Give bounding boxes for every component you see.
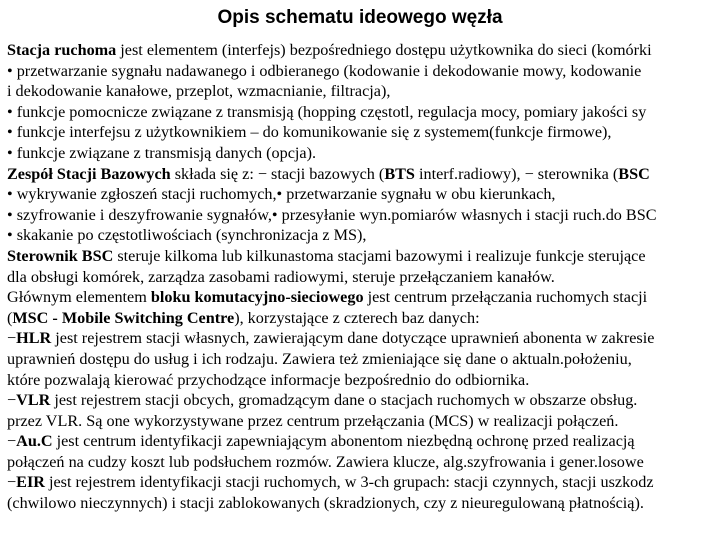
- text-run: (chwilowo nieczynnych) i stacji zablokowanych (skradzionych, czy z nieuregulowaną płatnością).: [7, 494, 644, 513]
- text-line: [7, 287, 720, 308]
- text-run: składa się z: − stacji bazowych (: [170, 164, 385, 183]
- text-run: • wykrywanie zgłoszeń stacji ruchomych,• przetwarzanie sygnału w obu kierunkach,: [7, 185, 556, 204]
- text-line: [7, 308, 720, 329]
- text-run: (: [7, 308, 13, 327]
- text-run: Głównym elementem: [7, 288, 151, 307]
- text-run: −: [7, 432, 17, 451]
- text-run: interf.radiowy), − sterownika (: [414, 164, 619, 183]
- text-line: [7, 225, 720, 246]
- text-line: [7, 493, 720, 514]
- slide-title: Opis schematu ideowego węzła: [217, 7, 503, 28]
- text-run: jest rejestrem stacji obcych, gromadzącym dane o stacjach ruchomych w obszarze obsług.: [50, 391, 638, 410]
- text-line: [7, 370, 720, 391]
- text-line: [7, 184, 720, 205]
- bold-term: VLR: [16, 391, 51, 410]
- text-line: [7, 349, 720, 370]
- text-line: [7, 390, 720, 411]
- text-line: [7, 143, 720, 164]
- text-run: steruje kilkoma lub kilkunastoma stacjami bazowymi i realizuje funkcje sterujące: [113, 246, 646, 265]
- text-run: • przetwarzanie sygnału nadawanego i odbieranego (kodowanie i dekodowanie mowy, kodowanie: [7, 61, 642, 80]
- text-run: dla obsługi komórek, zarządza zasobami radiowymi, steruje przełączaniem kanałów.: [7, 267, 555, 286]
- bold-term: bloku komutacyjno-sieciowego: [150, 288, 364, 307]
- text-line: [7, 411, 720, 432]
- text-run: uprawnień dostępu do usług i ich rodzaju. Zawiera też zmieniające się dane o aktualn.położeniu,: [7, 349, 632, 368]
- text-run: jest rejestrem identyfikacji stacji ruchomych, w 3-ch grupach: stacji czynnych, stacji uszkodz: [44, 473, 654, 492]
- slide-body: [7, 40, 720, 514]
- text-line: [7, 472, 720, 493]
- text-run: • funkcje pomocnicze związane z transmisją (hopping częstotl, regulacja mocy, pomiary jakości sy: [7, 102, 647, 121]
- text-run: • skakanie po częstotliwościach (synchronizacja z MS),: [7, 226, 367, 245]
- bold-term: Zespół Stacji Bazowych: [7, 164, 171, 183]
- text-line: [7, 267, 720, 288]
- text-run: • szyfrowanie i deszyfrowanie sygnałów,• przesyłanie wyn.pomiarów własnych i stacji ruch.do BSC: [7, 205, 657, 224]
- text-line: [7, 328, 720, 349]
- text-run: jest centrum identyfikacji zapewniającym abonentom niezbędną ochronę przed realizacją: [52, 432, 635, 451]
- bold-term: Sterownik BSC: [7, 246, 114, 265]
- text-run: jest elementem (interfejs) bezpośredniego dostępu użytkownika do sieci (komórki: [116, 41, 652, 59]
- text-line: [7, 205, 720, 226]
- text-run: połączeń na cudzy koszt lub podsłuchem rozmów. Zawiera klucze, alg.szyfrowania i gener.losowe: [7, 452, 644, 471]
- bold-term: HLR: [16, 329, 52, 348]
- text-line: [7, 431, 720, 452]
- text-run: • funkcje związane z transmisją danych (opcja).: [7, 143, 317, 162]
- bold-term: BSC: [618, 164, 650, 183]
- text-run: −: [7, 391, 17, 410]
- text-line: [7, 40, 720, 61]
- bold-term: Stacja ruchoma: [7, 41, 117, 59]
- text-line: [7, 452, 720, 473]
- text-run: −: [7, 473, 17, 492]
- text-line: [7, 81, 720, 102]
- text-run: i dekodowanie kanałowe, przeplot, wzmacnianie, filtracja),: [7, 82, 391, 101]
- text-run: −: [7, 329, 17, 348]
- text-line: [7, 61, 720, 82]
- text-run: jest centrum przełączania ruchomych stacji: [363, 288, 648, 307]
- text-run: ), korzystające z czterech baz danych:: [234, 308, 480, 327]
- bold-term: BTS: [384, 164, 415, 183]
- text-run: które pozwalają kierować przychodzące informacje bezpośrednio do odbiornika.: [7, 370, 530, 389]
- text-line: [7, 164, 720, 185]
- text-line: [7, 246, 720, 267]
- bold-term: Au.C: [16, 432, 53, 451]
- text-run: przez VLR. Są one wykorzystywane przez centrum przełączania (MCS) w realizacji połączeń.: [7, 411, 619, 430]
- text-run: jest rejestrem stacji własnych, zawierającym dane dotyczące uprawnień abonenta w zakresie: [51, 329, 655, 348]
- bold-term: EIR: [16, 473, 45, 492]
- text-run: • funkcje interfejsu z użytkownikiem – do komunikowanie się z systemem(funkcje firmowe),: [7, 123, 612, 142]
- text-line: [7, 122, 720, 143]
- bold-term: MSC - Mobile Switching Centre: [12, 308, 235, 327]
- text-line: [7, 102, 720, 123]
